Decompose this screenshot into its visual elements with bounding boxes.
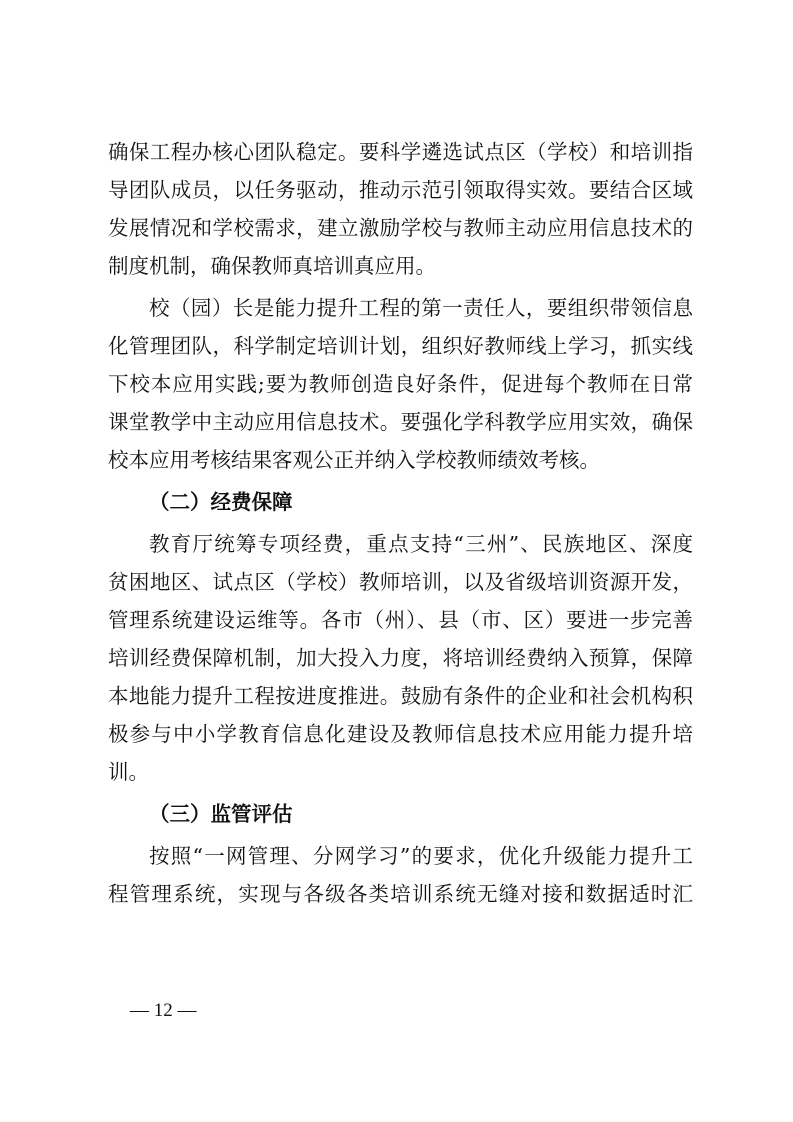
paragraph-line: 导团队成员，以任务驱动，推动示范引领取得实效。要结合区域 [108, 178, 693, 202]
paragraph-line: 教育厅统筹专项经费，重点支持“三州”、民族地区、深度 [149, 532, 693, 556]
paragraph-line: 程管理系统，实现与各级各类培训系统无缝对接和数据适时汇 [108, 882, 693, 906]
paragraph-line: 本地能力提升工程按进度推进。鼓励有条件的企业和社会机构积 [108, 684, 693, 708]
paragraph-line: 训。 [108, 760, 149, 784]
paragraph-line: 下校本应用实践;要为教师创造良好条件，促进每个教师在日常 [108, 372, 693, 396]
paragraph-line: 管理系统建设运维等。各市（州）、县（市、区）要进一步完善 [108, 608, 693, 632]
paragraph-line: 校本应用考核结果客观公正并纳入学校教师绩效考核。 [108, 448, 600, 472]
paragraph-line: 课堂教学中主动应用信息技术。要强化学科教学应用实效，确保 [108, 410, 693, 434]
paragraph-line: 极参与中小学教育信息化建设及教师信息技术应用能力提升培 [108, 722, 693, 746]
paragraph-line: 确保工程办核心团队稳定。要科学遴选试点区（学校）和培训指 [108, 140, 693, 164]
section-heading-funding: （二）经费保障 [149, 490, 293, 514]
paragraph-line: 贫困地区、试点区（学校）教师培训，以及省级培训资源开发， [108, 570, 693, 594]
paragraph-line: 发展情况和学校需求，建立激励学校与教师主动应用信息技术的 [108, 216, 693, 240]
section-heading-supervision: （三）监管评估 [149, 802, 293, 826]
paragraph-line: 校（园）长是能力提升工程的第一责任人，要组织带领信息 [149, 296, 693, 320]
paragraph-line: 按照“一网管理、分网学习”的要求，优化升级能力提升工 [149, 844, 693, 868]
paragraph-line: 化管理团队，科学制定培训计划，组织好教师线上学习，抓实线 [108, 334, 693, 358]
paragraph-line: 制度机制，确保教师真培训真应用。 [108, 254, 436, 278]
page-body [108, 133, 693, 913]
paragraph-line: 培训经费保障机制，加大投入力度，将培训经费纳入预算，保障 [108, 646, 693, 670]
page-number: — 12 — [130, 1000, 197, 1021]
